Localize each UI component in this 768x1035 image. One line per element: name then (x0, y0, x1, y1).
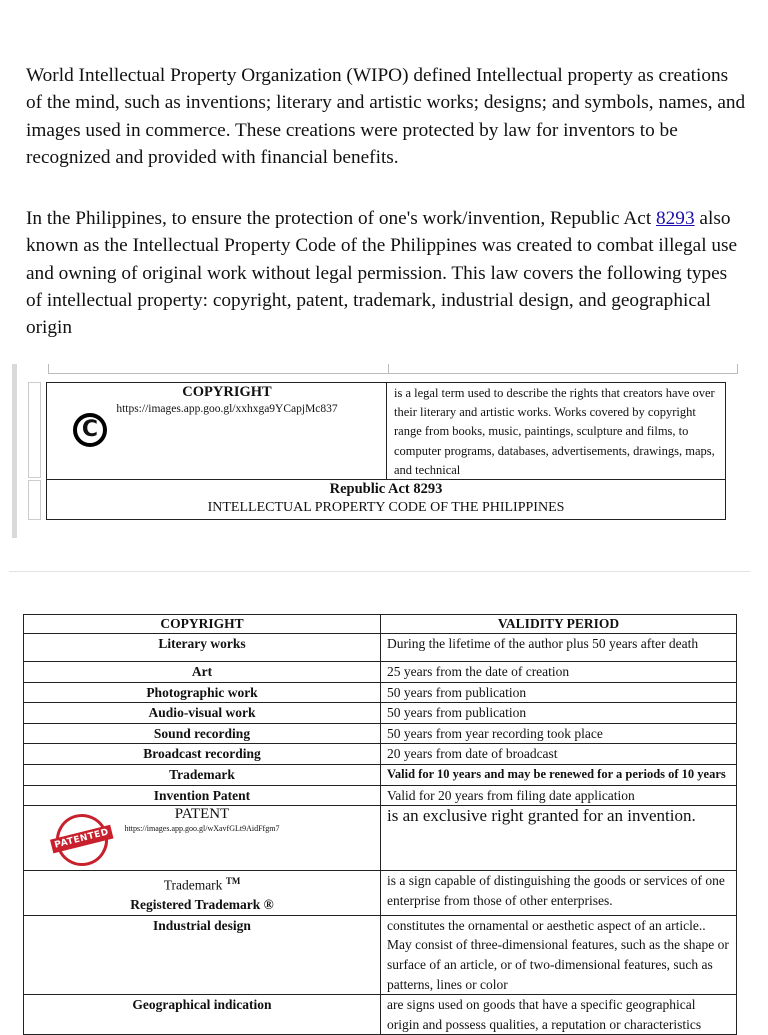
image-side-box (28, 480, 41, 520)
row-period: 20 years from date of broadcast (381, 744, 737, 765)
image-left-border (12, 364, 17, 538)
geographical-indication-description: are signs used on goods that have a specific geographical origin and possess qualities, a reputation or characteristics (381, 995, 737, 1035)
industrial-design-description: constitutes the ornamental or aesthetic aspect of an article.. May consist of three-dimensional features, such as the shape or surface of an article, or of two-dimensional features, such as patterns, lines or color (381, 915, 737, 994)
row-period: 50 years from publication (381, 682, 737, 703)
industrial-design-name: Industrial design (24, 915, 381, 994)
table-header-row (24, 615, 737, 634)
copyright-description: is a legal term used to describe the rights that creators have over their literary and artistic works. Works covered by copyright range from books, music, paintings, sculpture and films, to computer programs, databases, advertisements, drawings, maps, and technical (394, 386, 715, 477)
row-period: During the lifetime of the author plus 50 years after death (381, 634, 737, 662)
table-row (24, 764, 737, 785)
row-name: Photographic work (24, 682, 381, 703)
image-top-table-edge (48, 364, 738, 374)
table-row (24, 723, 737, 744)
geographical-indication-row (24, 995, 737, 1035)
ra-8293-link[interactable]: 8293 (656, 208, 695, 229)
paragraph-text-before-link: In the Philippines, to ensure the protection of one's work/invention, Republic Act (26, 208, 657, 229)
patent-description: is an exclusive right granted for an invention. (381, 806, 737, 871)
copyright-definition-box (46, 382, 726, 520)
patent-title: PATENT (174, 806, 230, 823)
republic-act-title: Republic Act 8293 (329, 481, 443, 497)
patent-row (24, 806, 737, 871)
copyright-image-url: https://images.app.goo.gl/xxhxga9YCapjMc837 (116, 403, 338, 415)
intro-paragraph-republic-act (26, 205, 746, 341)
validity-period-table (23, 614, 737, 1035)
trademark-cell (24, 871, 381, 916)
row-name: Audio-visual work (24, 703, 381, 724)
ip-code-title: INTELLECTUAL PROPERTY CODE OF THE PHILIPPINES (207, 500, 565, 515)
copyright-card-image (12, 364, 756, 538)
patent-image-url: https://images.app.goo.gl/wXavfGLt9AidFfgm7 (124, 824, 280, 834)
header-copyright: COPYRIGHT (24, 615, 381, 634)
row-period: 50 years from publication (381, 703, 737, 724)
trademark-symbol: TM (225, 876, 241, 887)
table-row (24, 682, 737, 703)
row-name: Invention Patent (24, 785, 381, 806)
row-name: Broadcast recording (24, 744, 381, 765)
table-row (24, 785, 737, 806)
stamp-text: PATENTED (50, 825, 114, 854)
geographical-indication-name: Geographical indication (24, 995, 381, 1035)
row-period: 25 years from the date of creation (381, 662, 737, 683)
table-row (24, 744, 737, 765)
row-name: Literary works (24, 634, 381, 662)
paragraph-text-after-link: also known as the Intellectual Property Code of the Philippines was created to combat illegal use and owning of original work without legal permission. This law covers the following types of intellectual property: copyright, patent, trademark, industrial design, and geographical origin (26, 208, 738, 339)
header-validity-period: VALIDITY PERIOD (381, 615, 737, 634)
row-period: Valid for 20 years from filing date application (381, 785, 737, 806)
row-name: Sound recording (24, 723, 381, 744)
row-name: Art (24, 662, 381, 683)
table-row (24, 634, 737, 662)
trademark-name: Trademark (163, 877, 223, 893)
row-period: 50 years from year recording took place (381, 723, 737, 744)
row-period: Valid for 10 years and may be renewed for a periods of 10 years (381, 764, 737, 785)
trademark-description: is a sign capable of distinguishing the goods or services of one enterprise from those of other enterprises. (381, 871, 737, 916)
registered-trademark-label: Registered Trademark ® (130, 897, 274, 913)
section-divider (9, 571, 750, 572)
table-row (24, 662, 737, 683)
intro-paragraph-wipo: World Intellectual Property Organization (WIPO) defined Intellectual property as creations of the mind, such as inventions; literary and artistic works; designs; and symbols, names, and images used in commerce. These creations were protected by law for inventors to be recognized and provided with financial benefits. (26, 65, 746, 168)
table-row (24, 703, 737, 724)
trademark-row (24, 871, 737, 916)
row-name: Trademark (24, 764, 381, 785)
copyright-title: COPYRIGHT (182, 384, 272, 400)
copyright-icon: C (73, 413, 107, 447)
industrial-design-row (24, 915, 737, 994)
image-side-box (28, 382, 41, 478)
